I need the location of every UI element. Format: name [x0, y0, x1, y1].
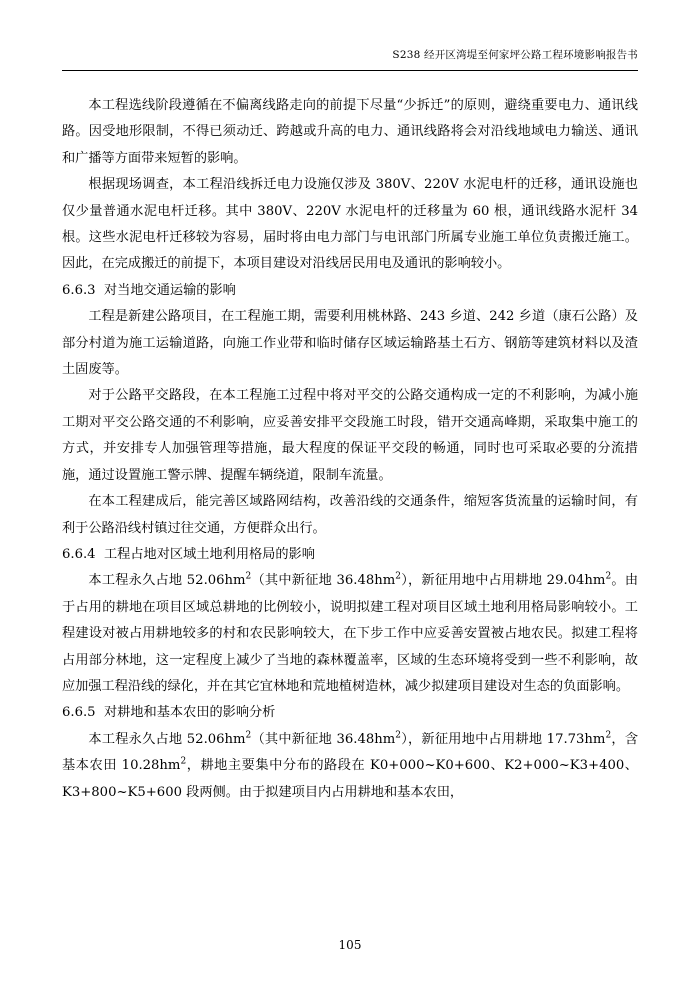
superscript: 2	[605, 571, 612, 582]
paragraph-level-crossing: 对于公路平交路段，在本工程施工过程中将对平交的公路交通构成一定的不利影响，为减小施工期对平交公路交通的不利影响，应妥善安排平交段施工时段，错开交通高峰期，采取集中施工的方式，并安排专人加强管理等措施，最大程度的保证平交段的畅通，同时也可采取必要的分流措施，通过设置施工警示牌、提醒车辆绕道，限制车流量。	[62, 388, 638, 483]
superscript: 2	[395, 571, 401, 582]
superscript: 2	[395, 730, 401, 741]
paragraph-post-construction-benefit: 在本工程建成后，能完善区域路网结构，改善沿线的交通条件，缩短客货流量的运输时间，有利于公路沿线村镇过往交通，方便群众出行。	[62, 494, 638, 536]
header-divider	[62, 70, 638, 71]
paragraph-land-occupation: 本工程永久占地 $52.06hm^2$（其中新征地 $36.48hm^2$），新征用地中占用耕地 $29.04hm^2$。由于占用的耕地在项目区域总耕地的比例较小，说明拟建工程对项目区域土地利用格局影响较小。工程建设对被占用耕地较多的村和农民影响较大，在下步工作中应妥善安置被占地农民。拟建工程将占用部分林地，这一定程度上减少了当地的森林覆盖率，区域的生态环境将受到一些不利影响，故应加强工程沿线的绿化，并在其它宜林地和荒地植树造林，减少拟建项目建设对生态的负面影响。	[62, 571, 639, 694]
heading-6-6-3: 6.6.3 对当地交通运输的影响	[62, 282, 236, 298]
page-number: 105	[338, 938, 362, 952]
document-body	[62, 93, 638, 806]
paragraph-line-selection: 本工程选线阶段遵循在不偏离线路走向的前提下尽量“少拆迁”的原则，避绕重要电力、通讯线路。因受地形限制，不得已须动迁、跨越或升高的电力、通讯线路将会对沿线地域电力输送、通讯和广播等方面带来短暂的影响。	[62, 98, 638, 166]
superscript: 2	[245, 571, 252, 582]
paragraph-transport-roads: 工程是新建公路项目，在工程施工期，需要利用桃林路、243 乡道、242 乡道（康石公路）及部分村道为施工运输道路，向施工作业带和临时储存区域运输路基土石方、钢筋等建筑材料以及渣土固废等。	[62, 309, 638, 378]
paragraph-farmland-analysis: 本工程永久占地 $52.06hm^2$（其中新征地 $36.48hm^2$），新征用地中占用耕地 $17.73hm^2$，含基本农田 $10.28hm^2$，耕地主要集中分布的路段在 K0+000~K0+600、K2+000~K3+400、K3+800~K5+600 段两侧。由于拟建项目内占用耕地和基本农田，	[62, 730, 639, 800]
heading-6-6-5: 6.6.5 对耕地和基本农田的影响分析	[62, 705, 276, 721]
superscript: 2	[245, 730, 252, 741]
heading-6-6-4: 6.6.4 工程占地对区域土地利用格局的影响	[62, 546, 315, 562]
superscript: 2	[605, 730, 612, 741]
paragraph-survey-poles: 根据现场调查，本工程沿线拆迁电力设施仅涉及 380V、220V 水泥电杆的迁移，通讯设施也仅少量普通水泥电杆迁移。其中 380V、220V 水泥电杆的迁移量为 60 根，通讯线路水泥杆 34 根。这些水泥电杆迁移较为容易，届时将由电力部门与电讯部门所属专业施工单位负责搬迁施工。因此，在完成搬迁的前提下，本项目建设对沿线居民用电及通讯的影响较小。	[62, 177, 638, 272]
superscript: 2	[180, 756, 187, 767]
page-header: S238 经开区湾堤至何家坪公路工程环境影响报告书	[392, 49, 638, 61]
